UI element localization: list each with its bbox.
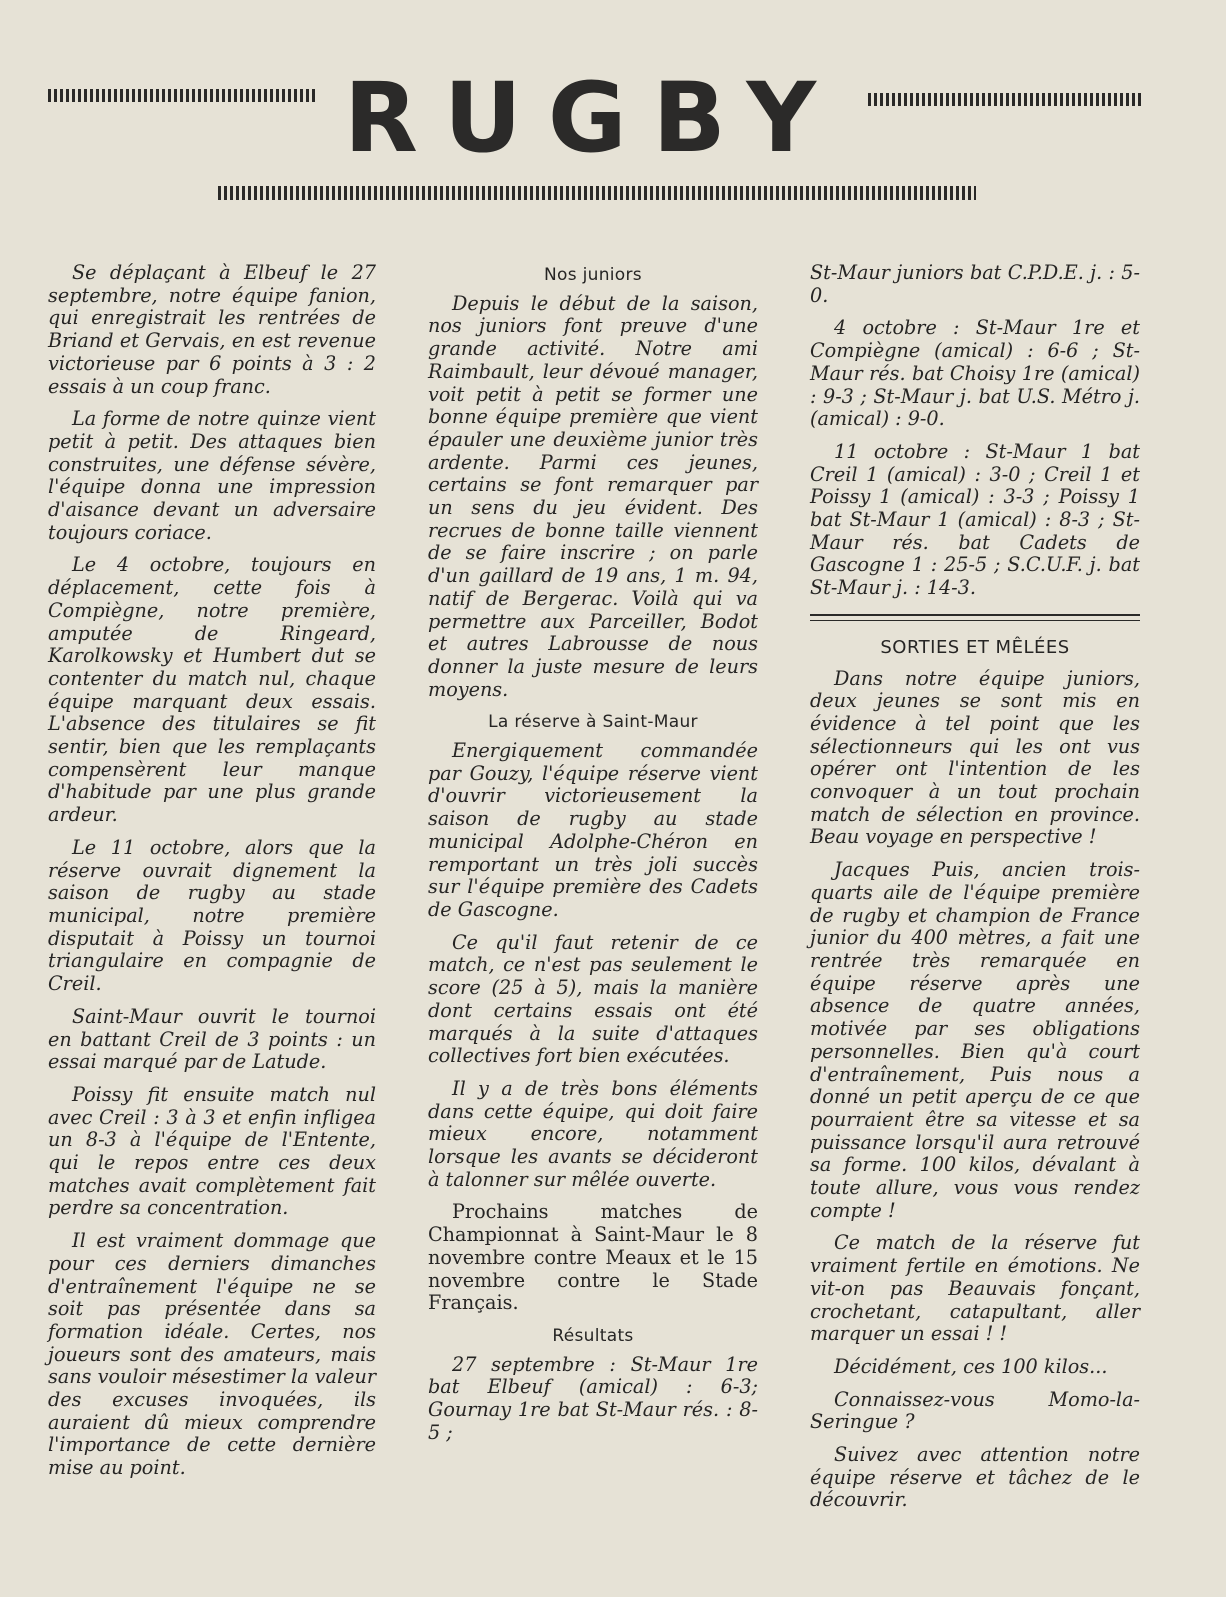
column-3 [810,262,1140,1522]
paragraph-juniors: Depuis le début de la saison, nos juniors font preuve d'une grande activité. Notre ami Raimbault, leur dévoué manager, voit petit à petit se former une bonne équipe première que vient épauler une deuxième junior très ardente. Parmi ces jeunes, certains se font remarquer par un sens du jeu évident. Des recrues de bonne taille viennent de se faire inscrire ; on parle d'un gaillard de 19 ans, 1 m. 94, natif de Bergerac. Voilà qui va permettre aux Parceiller, Bodot et autres Labrousse de nous donner la juste mesure de leurs moyens. [428,291,758,701]
column-1 [48,262,376,1490]
paragraph-resultats-juniors: St-Maur juniors bat C.P.D.E. j. : 5-0. [810,261,1140,307]
paragraph-suivez: Suivez avec attention notre équipe réserve et tâchez de le découvrir. [810,1443,1140,1512]
paragraph-poissy-tournoi: Le 11 octobre, alors que la réserve ouvrait dignement la saison de rugby au stade municipal, notre première disputait à Poissy un tournoi triangulaire en compagnie de Creil. [48,835,376,996]
heading-sorties-melees: SORTIES ET MÊLÉES [880,636,1070,658]
paragraph-resultats-11-oct: 11 octobre : St-Maur 1 bat Creil 1 (amical) : 3-0 ; Creil 1 et Poissy 1 (amical) : 3-3 ; Poissy 1 bat St-Maur 1 (amical) : 8-3 ; St-Maur rés. bat Cadets de Gascogne 1 : 25-5 ; S.C.U.F. j. bat St-Maur j. : 14-3. [810,439,1140,600]
paragraph-ouverture: Saint-Maur ouvrit le tournoi en battant Creil de 3 points : un essai marqué par de Latude. [48,1004,376,1074]
page-title: RUGBY [343,62,843,174]
paragraph-resultats-4-oct: 4 octobre : St-Maur 1re et Compiègne (amical) : 6-6 ; St-Maur rés. bat Choisy 1re (amical) : 9-3 ; St-Maur j. bat U.S. Métro j. (amical) : 9-0. [810,316,1140,431]
paragraph-jacques-puis: Jacques Puis, ancien trois-quarts aile de l'équipe première de rugby et champion de France junior du 400 mètres, a fait une rentrée très remarquée en équipe réserve après une absence de quatre années, motivée par ses obligations personnelles. Bien qu'à court d'entraînement, Puis nous a donné un petit aperçu de ce que pourraient être sa vitesse et sa puissance lorsqu'il aura retrouvé sa forme. 100 kilos, dévalant à toute allure, vous vous rendez compte ! [810,858,1140,1222]
paragraph-dommage: Il est vraiment dommage que pour ces derniers dimanches d'entraînement l'équipe ne se soit pas présentée dans sa formation idéale. Certes, nos joueurs sont des amateurs, mais sans vouloir mésestimer la valeur des excuses invoquées, ils auraient dû mieux comprendre l'importance de cette dernière mise au point. [48,1229,376,1480]
column-2 [428,264,758,1454]
paragraph-selection: Dans notre équipe juniors, deux jeunes se sont mis en évidence à tel point que les sélectionneurs qui les ont vus opérer ont l'intention de les convoquer à un tout prochain match de sélection en province. Beau voyage en perspective ! [810,666,1140,849]
heading-reserve: La réserve à Saint-Maur [488,712,698,733]
decorative-bar-left [48,89,318,102]
paragraph-resultats-27-sept: 27 septembre : St-Maur 1re bat Elbeuf (amical) : 6-3; Gournay 1re bat St-Maur rés. : 8-5 ; [428,1352,758,1444]
paragraph-compiegne: Le 4 octobre, toujours en déplacement, cette fois à Compiègne, notre première, amputée de Ringeard, Karolkowsky et Humbert dut se contenter du match nul, chaque équipe marquant deux essais. L'absence des titulaires se fit sentir, bien que les remplaçants compensèrent leur manque d'habitude par une plus grande ardeur. [48,553,376,827]
paragraph-momo: Connaissez-vous Momo-la-Seringue ? [810,1387,1140,1434]
heading-nos-juniors: Nos juniors [544,265,642,285]
section-divider [810,614,1140,621]
paragraph-score: Ce qu'il faut retenir de ce match, ce n'est pas seulement le score (25 à 5), mais la manière dont certains essais ont été marqués à la suite d'attaques collectives fort bien exécutées. [428,930,758,1068]
paragraph-100-kilos: Décidément, ces 100 kilos... [834,1354,1108,1378]
paragraph-match-nul: Poissy fit ensuite match nul avec Creil : 3 à 3 et enfin infligea un 8-3 à l'équipe de l'Entente, qui le repos entre ces deux matches avait complètement fait perdre sa concentration. [48,1082,376,1220]
paragraph-elbeuf: Se déplaçant à Elbeuf le 27 septembre, notre équipe fanion, qui enregistrait les rentrées de Briand et Gervais, en est revenue victorieuse par 6 points à 3 : 2 essais à un coup franc. [48,261,376,398]
decorative-bar-right [868,93,1143,106]
decorative-bar-under-title [218,186,976,200]
paragraph-reserve: Energiquement commandée par Gouzy, l'équipe réserve vient d'ouvrir victorieusement la saison de rugby au stade municipal Adolphe-Chéron en remportant un très joli succès sur l'équipe première des Cadets de Gascogne. [428,739,758,921]
paragraph-beauvais: Ce match de la réserve fut vraiment fertile en émotions. Ne vit-on pas Beauvais fonçant, crochetant, catapultant, aller marquer un essai ! ! [810,1231,1140,1346]
paragraph-elements: Il y a de très bons éléments dans cette équipe, qui doit faire mieux encore, notamment lorsque les avants se décideront à talonner sur mêlée ouverte. [428,1076,758,1191]
paragraph-forme: La forme de notre quinze vient petit à petit. Des attaques bien construites, une défense sévère, l'équipe donna une impression d'aisance devant un adversaire toujours coriace. [48,407,376,544]
paragraph-prochains-matches: Prochains matches de Championnat à Saint-Maur le 8 novembre contre Meaux et le 15 novembre contre le Stade Français. [428,1200,758,1315]
heading-resultats: Résultats [552,1325,634,1346]
